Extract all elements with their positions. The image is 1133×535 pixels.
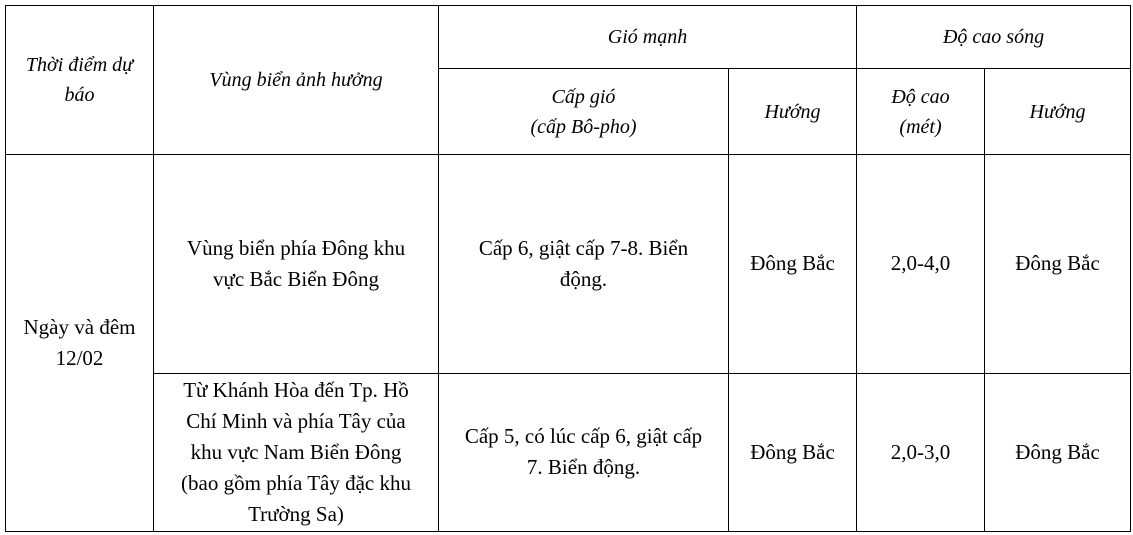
header-wind-direction: Hướng	[729, 69, 857, 155]
marine-forecast-table	[5, 5, 1131, 532]
wave-direction-cell: Đông Bắc	[985, 155, 1131, 373]
wind-level-cell: Cấp 5, có lúc cấp 6, giật cấp 7. Biển động.	[439, 373, 729, 531]
header-wind-level: Cấp gió (cấp Bô-pho)	[439, 69, 729, 155]
header-wave-height: Độ cao sóng	[857, 6, 1131, 69]
header-region: Vùng biển ảnh hưởng	[154, 6, 439, 155]
forecast-time-cell: Ngày và đêm 12/02	[6, 155, 154, 532]
header-wave-direction: Hướng	[985, 69, 1131, 155]
table-row	[6, 373, 1131, 531]
region-cell: Từ Khánh Hòa đến Tp. Hồ Chí Minh và phía Tây của khu vực Nam Biển Đông (bao gồm phía Tây đặc khu Trường Sa)	[154, 373, 439, 531]
table-row	[6, 155, 1131, 373]
header-row-1	[6, 6, 1131, 69]
wave-height-cell: 2,0-4,0	[857, 155, 985, 373]
wind-direction-cell: Đông Bắc	[729, 373, 857, 531]
wind-level-cell: Cấp 6, giật cấp 7-8. Biển động.	[439, 155, 729, 373]
wave-direction-cell: Đông Bắc	[985, 373, 1131, 531]
wave-height-cell: 2,0-3,0	[857, 373, 985, 531]
wind-direction-cell: Đông Bắc	[729, 155, 857, 373]
header-height: Độ cao (mét)	[857, 69, 985, 155]
region-cell: Vùng biển phía Đông khu vực Bắc Biển Đông	[154, 155, 439, 373]
header-time: Thời điểm dự báo	[6, 6, 154, 155]
header-strong-wind: Gió mạnh	[439, 6, 857, 69]
